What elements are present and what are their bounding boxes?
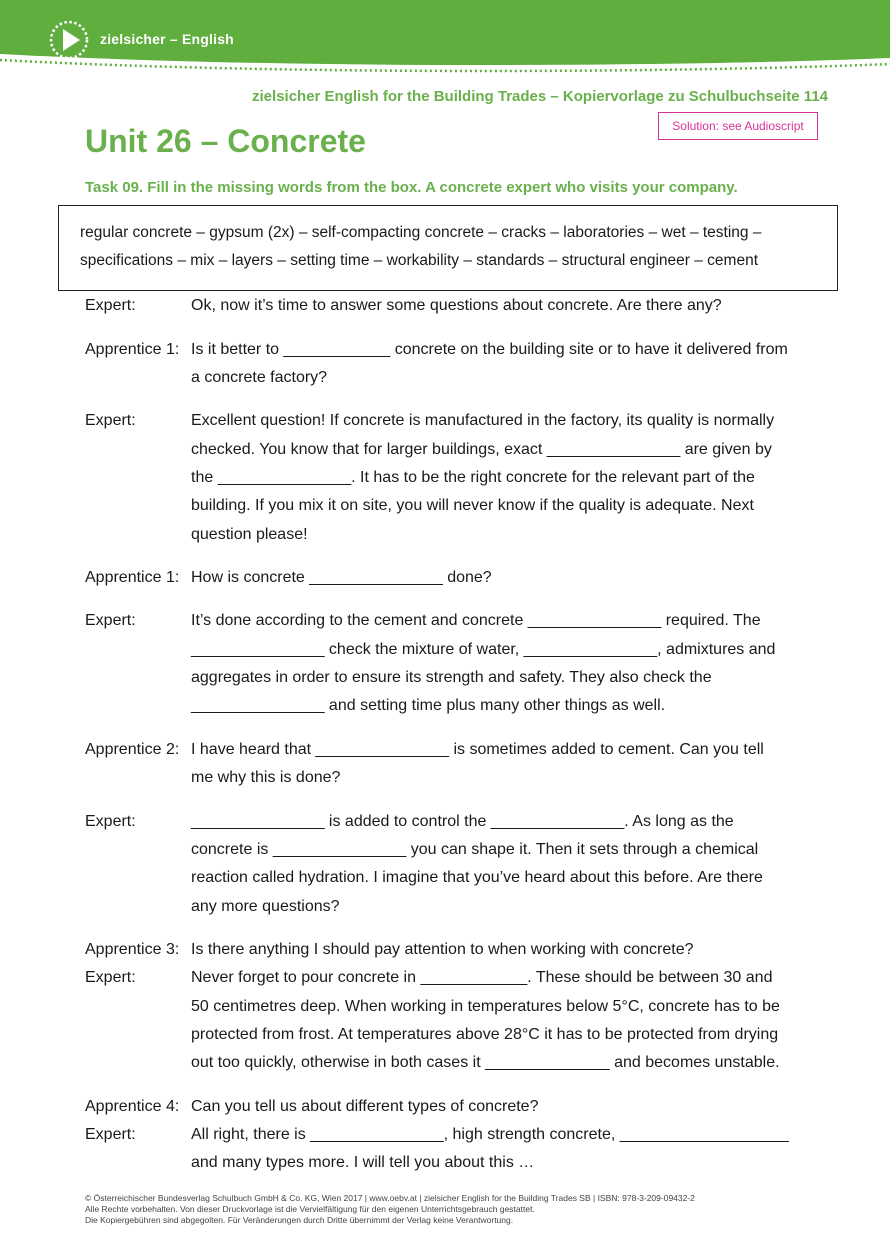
dialogue-line: I have heard that _______________ is sometimes added to cement. Can you tell [191,741,764,758]
dialogue-line: out too quickly, otherwise in both cases it ______________ and becomes unstable. [191,1054,780,1071]
dialogue-line: building. If you mix it on site, you will never know if the quality is adequate. Next [191,497,754,514]
speaker-label: Apprentice 4: [85,1098,180,1115]
dialogue-line: _______________ and setting time plus many other things as well. [191,697,666,714]
speaker-label: Expert: [85,1126,136,1143]
dialogue-line: Ok, now it’s time to answer some questions about concrete. Are there any? [191,297,722,314]
dialogue-line: How is concrete _______________ done? [191,569,492,586]
footer-line: Alle Rechte vorbehalten. Von dieser Druckvorlage ist die Vervielfältigung für den eigenen Unterrichtsgebrauch gestattet. [85,1204,535,1214]
dialogue-line: Excellent question! If concrete is manufactured in the factory, its quality is normally [191,412,775,429]
task-instruction: Task 09. Fill in the missing words from the box. A concrete expert who visits your company. [85,179,738,196]
dialogue-line: All right, there is _______________, high strength concrete, ___________________ [191,1126,789,1143]
speaker-label: Expert: [85,412,136,429]
dialogue-line: 50 centimetres deep. When working in temperatures below 5°C, concrete has to be [191,998,780,1015]
dialogue-line: aggregates in order to ensure its strength and safety. They also check the [191,669,712,686]
page-subtitle: zielsicher English for the Building Trades – Kopiervorlage zu Schulbuchseite 114 [252,88,828,105]
speaker-label: Apprentice 3: [85,941,180,958]
brand-name: zielsicher – English [100,31,234,47]
dialogue-line: Never forget to pour concrete in ____________. These should be between 30 and [191,969,773,986]
dialogue-line: protected from frost. At temperatures above 28°C it has to be protected from drying [191,1026,779,1043]
dialogue-line: reaction called hydration. I imagine that you’ve heard about this before. Are there [191,869,763,886]
speaker-label: Expert: [85,969,136,986]
dialogue-line: Can you tell us about different types of concrete? [191,1098,539,1115]
dialogue-line: _______________ check the mixture of water, _______________, admixtures and [191,641,776,658]
word-box [58,205,838,291]
speaker-label: Apprentice 1: [85,569,180,586]
footer-line: © Österreichischer Bundesverlag Schulbuch GmbH & Co. KG, Wien 2017 | www.oebv.at | zielsicher English for the Building Trades SB | ISBN: 978-3-209-09432-2 [85,1193,695,1203]
dialogue-line: checked. You know that for larger buildings, exact _______________ are given by [191,441,772,458]
dialogue-line: and many types more. I will tell you about this … [191,1154,535,1171]
dialogue-line: me why this is done? [191,769,341,786]
solution-note: Solution: see Audioscript [658,112,818,140]
dialogue-line: Is it better to ____________ concrete on the building site or to have it delivered from [191,341,788,358]
word-box-line: specifications – mix – layers – setting time – workability – standards – structural engineer – cement [80,252,759,269]
page-title: Unit 26 – Concrete [85,123,366,159]
dialogue-line: a concrete factory? [191,369,328,386]
copyright-footer [85,1193,695,1226]
dialogue-line: It’s done according to the cement and concrete _______________ required. The [191,612,761,629]
speaker-label: Apprentice 2: [85,741,180,758]
dialogue-line: the _______________. It has to be the right concrete for the relevant part of the [191,469,755,486]
word-box-line: regular concrete – gypsum (2x) – self-compacting concrete – cracks – laboratories – wet – testing – [80,224,762,241]
footer-line: Die Kopiergebühren sind abgegolten. Für Veränderungen durch Dritte übernimmt der Verlag keine Verantwortung. [85,1215,514,1225]
dialogue-line: concrete is _______________ you can shape it. Then it sets through a chemical [191,841,759,858]
speaker-label: Apprentice 1: [85,341,180,358]
speaker-label: Expert: [85,297,136,314]
dialogue-line: any more questions? [191,898,340,915]
speaker-label: Expert: [85,813,136,830]
dialogue-line: question please! [191,526,308,543]
dialogue-line: _______________ is added to control the _______________. As long as the [191,813,734,830]
dialogue-line: Is there anything I should pay attention to when working with concrete? [191,941,694,958]
speaker-label: Expert: [85,612,136,629]
